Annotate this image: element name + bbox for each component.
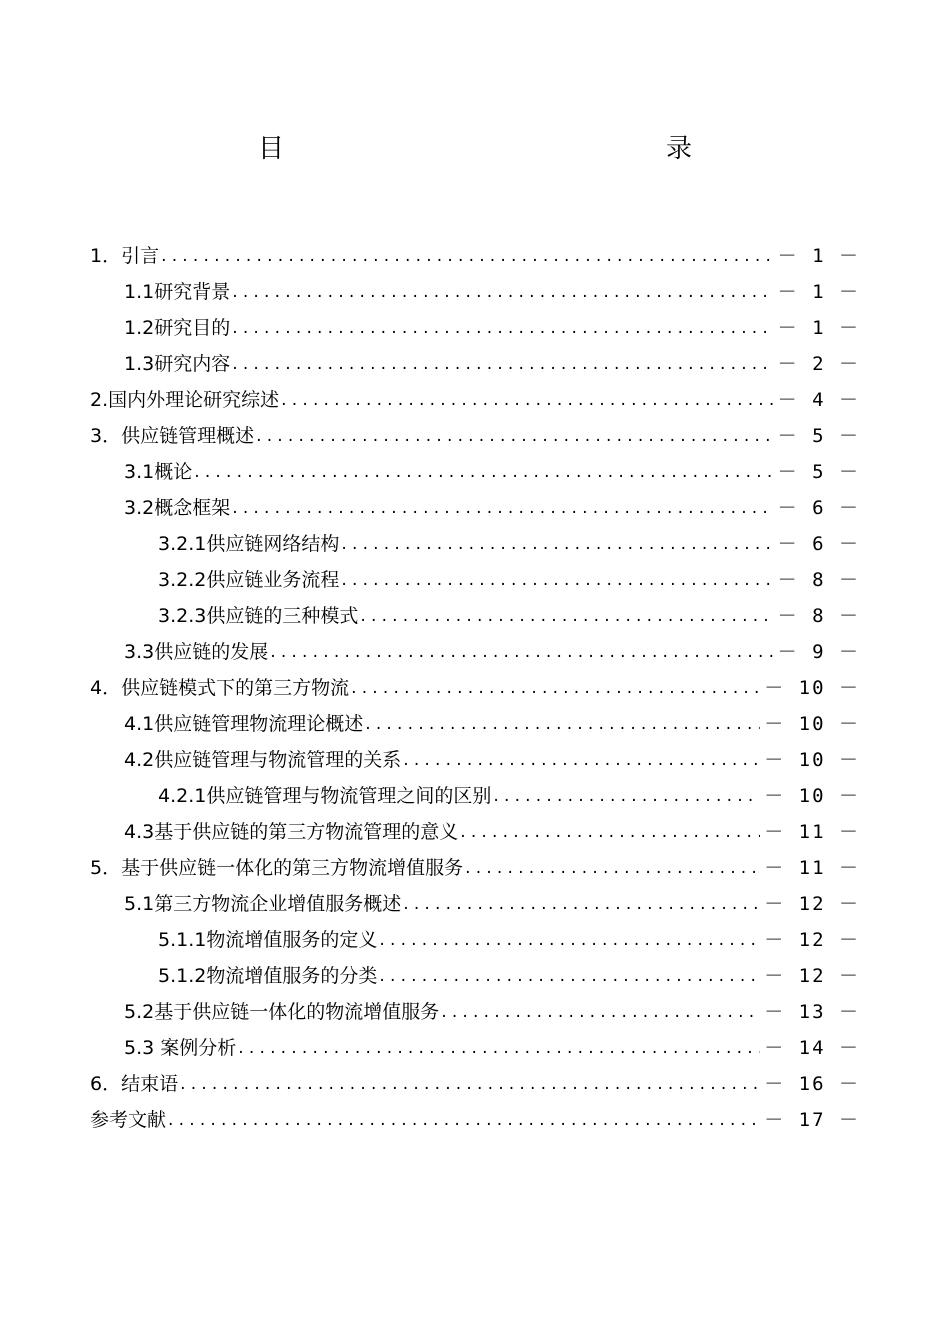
toc-entry[interactable] bbox=[90, 310, 860, 346]
toc-entry[interactable] bbox=[90, 490, 860, 526]
toc-dot-leader bbox=[341, 562, 773, 598]
toc-entry-page-number: － 11 － bbox=[764, 857, 860, 879]
toc-entry[interactable] bbox=[90, 670, 860, 706]
toc-entry-label: 1.1研究背景 bbox=[124, 281, 231, 303]
toc-entry[interactable] bbox=[90, 1030, 860, 1066]
toc-dot-leader bbox=[403, 742, 760, 778]
toc-entry-page-number: － 5 － bbox=[777, 425, 860, 447]
toc-dot-leader bbox=[270, 634, 773, 670]
toc-entry-label: 5.2基于供应链一体化的物流增值服务 bbox=[124, 1001, 440, 1023]
toc-dot-leader bbox=[379, 922, 760, 958]
toc-entry-label: 1．引言 bbox=[90, 245, 160, 267]
toc-entry-label: 4.1供应链管理物流理论概述 bbox=[124, 713, 364, 735]
toc-dot-leader bbox=[341, 526, 773, 562]
toc-dot-leader bbox=[180, 1066, 760, 1102]
toc-entry-label: 6．结束语 bbox=[90, 1073, 179, 1095]
toc-entry[interactable] bbox=[90, 994, 860, 1030]
toc-entry[interactable] bbox=[90, 598, 860, 634]
toc-entry-page-number: － 10 － bbox=[764, 677, 860, 699]
toc-entry[interactable] bbox=[90, 346, 860, 382]
toc-entry-page-number: － 14 － bbox=[764, 1037, 860, 1059]
toc-entry[interactable] bbox=[90, 922, 860, 958]
toc-entry[interactable] bbox=[90, 1102, 860, 1138]
toc-dot-leader bbox=[360, 598, 773, 634]
toc-entry-label: 3.2.3供应链的三种模式 bbox=[158, 605, 359, 627]
toc-entry-label: 4.2供应链管理与物流管理的关系 bbox=[124, 749, 402, 771]
toc-entry[interactable] bbox=[90, 382, 860, 418]
toc-entry-label: 1.3研究内容 bbox=[124, 353, 231, 375]
toc-entry[interactable] bbox=[90, 526, 860, 562]
toc-entry-page-number: － 10 － bbox=[764, 713, 860, 735]
toc-entry[interactable] bbox=[90, 778, 860, 814]
toc-dot-leader bbox=[238, 1030, 760, 1066]
toc-entry-page-number: － 8 － bbox=[777, 605, 860, 627]
toc-entry[interactable] bbox=[90, 634, 860, 670]
toc-entry-page-number: － 2 － bbox=[777, 353, 860, 375]
toc-dot-leader bbox=[365, 706, 760, 742]
toc-entry[interactable] bbox=[90, 562, 860, 598]
toc-dot-leader bbox=[256, 418, 774, 454]
toc-entry-page-number: － 8 － bbox=[777, 569, 860, 591]
toc-dot-leader bbox=[379, 958, 760, 994]
toc-entry-label: 5.3 案例分析 bbox=[124, 1037, 237, 1059]
toc-entry-page-number: － 1 － bbox=[777, 317, 860, 339]
toc-entry[interactable] bbox=[90, 454, 860, 490]
toc-entry[interactable] bbox=[90, 742, 860, 778]
toc-entry-label: 5.1第三方物流企业增值服务概述 bbox=[124, 893, 402, 915]
toc-dot-leader bbox=[460, 814, 760, 850]
toc-entry[interactable] bbox=[90, 886, 860, 922]
toc-entry-label: 4．供应链模式下的第三方物流 bbox=[90, 677, 350, 699]
toc-entry-label: 3．供应链管理概述 bbox=[90, 425, 255, 447]
toc-entry[interactable] bbox=[90, 706, 860, 742]
toc-entry-label: 4.3基于供应链的第三方物流管理的意义 bbox=[124, 821, 459, 843]
toc-entry-label: 3.2概念框架 bbox=[124, 497, 231, 519]
toc-entry-page-number: － 13 － bbox=[764, 1001, 860, 1023]
toc-dot-leader bbox=[232, 274, 773, 310]
toc-dot-leader bbox=[232, 310, 773, 346]
toc-entry-label: 5.1.1物流增值服务的定义 bbox=[158, 929, 378, 951]
toc-entry-page-number: － 6 － bbox=[777, 497, 860, 519]
toc-entry-page-number: － 1 － bbox=[777, 245, 860, 267]
toc-entry-label: 3.1概论 bbox=[124, 461, 193, 483]
toc-entry-label: 3.2.1供应链网络结构 bbox=[158, 533, 340, 555]
toc-entry-label: 3.2.2供应链业务流程 bbox=[158, 569, 340, 591]
toc-dot-leader bbox=[403, 886, 760, 922]
toc-dot-leader bbox=[441, 994, 760, 1030]
toc-entry[interactable] bbox=[90, 814, 860, 850]
toc-entry-page-number: － 10 － bbox=[764, 785, 860, 807]
toc-entry[interactable] bbox=[90, 274, 860, 310]
toc-entry[interactable] bbox=[90, 238, 860, 274]
toc-dot-leader bbox=[493, 778, 760, 814]
toc-entry-page-number: － 10 － bbox=[764, 749, 860, 771]
toc-dot-leader bbox=[351, 670, 760, 706]
toc-entry-label: 2.国内外理论研究综述 bbox=[90, 389, 280, 411]
toc-entry[interactable] bbox=[90, 958, 860, 994]
toc-entry-label: 3.3供应链的发展 bbox=[124, 641, 269, 663]
toc-dot-leader bbox=[194, 454, 773, 490]
toc-entry-page-number: － 16 － bbox=[764, 1073, 860, 1095]
toc-entry-page-number: － 11 － bbox=[764, 821, 860, 843]
toc-entry-page-number: － 12 － bbox=[764, 893, 860, 915]
toc-entry-page-number: － 6 － bbox=[777, 533, 860, 555]
toc-entry-label: 5．基于供应链一体化的第三方物流增值服务 bbox=[90, 857, 464, 879]
toc-entry[interactable] bbox=[90, 1066, 860, 1102]
toc-dot-leader bbox=[161, 238, 774, 274]
toc-entry[interactable] bbox=[90, 850, 860, 886]
toc-entry-page-number: － 9 － bbox=[777, 641, 860, 663]
toc-entry[interactable] bbox=[90, 418, 860, 454]
toc-entry-page-number: － 12 － bbox=[764, 929, 860, 951]
toc-dot-leader bbox=[281, 382, 774, 418]
toc-entry-label: 参考文献 bbox=[90, 1109, 167, 1131]
toc-entry-label: 1.2研究目的 bbox=[124, 317, 231, 339]
toc-entry-page-number: － 12 － bbox=[764, 965, 860, 987]
toc-list bbox=[90, 238, 860, 1138]
toc-entry-page-number: － 17 － bbox=[764, 1109, 860, 1131]
toc-entry-page-number: － 1 － bbox=[777, 281, 860, 303]
toc-dot-leader bbox=[168, 1102, 760, 1138]
toc-entry-page-number: － 4 － bbox=[777, 389, 860, 411]
toc-entry-page-number: － 5 － bbox=[777, 461, 860, 483]
toc-entry-label: 5.1.2物流增值服务的分类 bbox=[158, 965, 378, 987]
toc-title: 目 录 bbox=[257, 134, 802, 164]
toc-dot-leader bbox=[465, 850, 760, 886]
toc-dot-leader bbox=[232, 490, 773, 526]
toc-dot-leader bbox=[232, 346, 773, 382]
toc-entry-label: 4.2.1供应链管理与物流管理之间的区别 bbox=[158, 785, 492, 807]
